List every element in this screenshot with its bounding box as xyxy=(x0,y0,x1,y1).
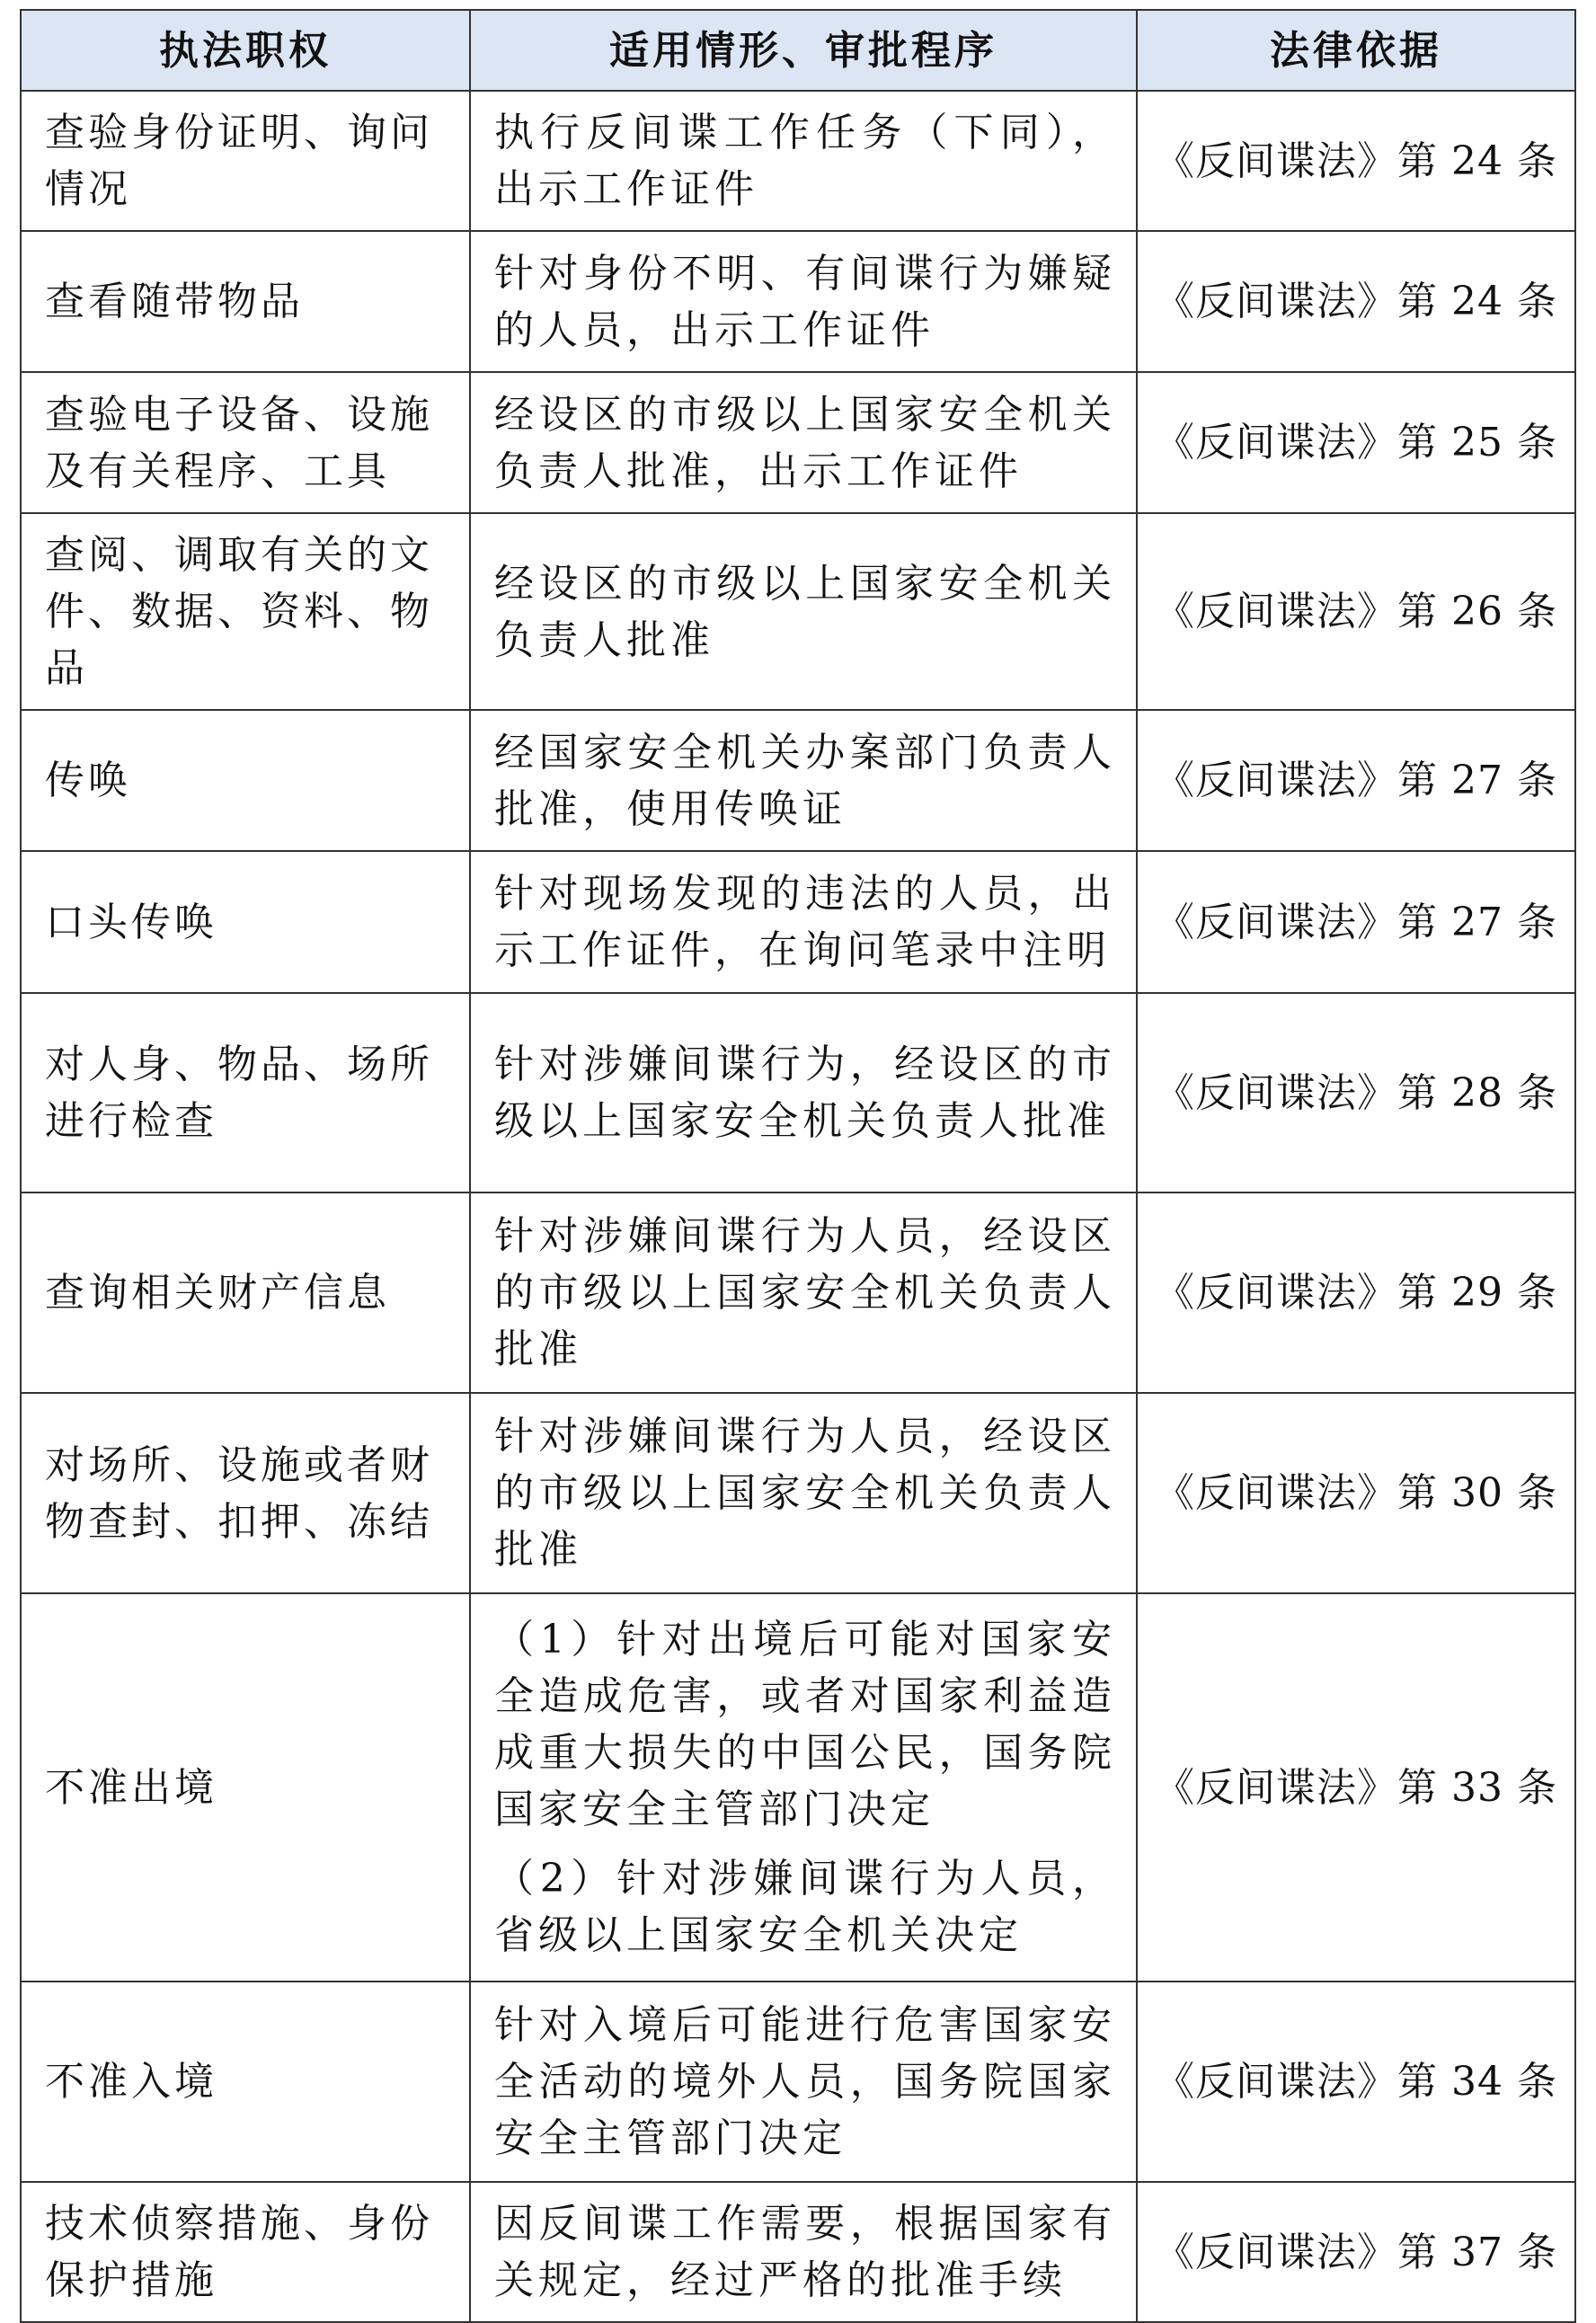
procedure-cell xyxy=(470,231,1137,372)
table-row xyxy=(21,1593,1575,1982)
basis-cell: 《反间谍法》第 25 条 xyxy=(1137,372,1575,513)
basis-cell: 《反间谍法》第 24 条 xyxy=(1137,91,1575,231)
basis-cell: 《反间谍法》第 33 条 xyxy=(1137,1593,1575,1982)
table-row xyxy=(21,231,1575,372)
power-cell: 查询相关财产信息 xyxy=(21,1193,470,1393)
table-row xyxy=(21,513,1575,710)
table-row xyxy=(21,1193,1575,1393)
table-row xyxy=(21,372,1575,513)
power-cell: 查验身份证明、询问情况 xyxy=(21,91,470,231)
power-cell: 对场所、设施或者财物查封、扣押、冻结 xyxy=(21,1393,470,1593)
header-power: 执法职权 xyxy=(21,10,470,91)
basis-cell: 《反间谍法》第 27 条 xyxy=(1137,851,1575,993)
procedure-text: 针对涉嫌间谍行为，经设区的市级以上国家安全机关负责人批准 xyxy=(494,1042,1116,1144)
power-cell: 查看随带物品 xyxy=(21,231,470,372)
basis-cell: 《反间谍法》第 26 条 xyxy=(1137,513,1575,710)
procedure-cell xyxy=(470,1193,1137,1393)
basis-cell: 《反间谍法》第 28 条 xyxy=(1137,993,1575,1193)
procedure-cell xyxy=(470,2182,1137,2322)
power-cell: 不准入境 xyxy=(21,1982,470,2182)
procedure-cell xyxy=(470,1393,1137,1593)
power-cell: 不准出境 xyxy=(21,1593,470,1982)
procedure-text: 针对涉嫌间谍行为人员，经设区的市级以上国家安全机关负责人批准 xyxy=(494,1213,1116,1372)
procedure-text: 针对涉嫌间谍行为人员，经设区的市级以上国家安全机关负责人批准 xyxy=(494,1414,1116,1573)
table-header-row xyxy=(21,10,1575,91)
table-row xyxy=(21,91,1575,231)
procedure-text: 执行反间谍工作任务（下同），出示工作证件 xyxy=(494,110,1116,212)
power-cell: 传唤 xyxy=(21,710,470,851)
basis-cell: 《反间谍法》第 30 条 xyxy=(1137,1393,1575,1593)
procedure-cell xyxy=(470,513,1137,710)
header-procedure: 适用情形、审批程序 xyxy=(470,10,1137,91)
procedure-text: 针对身份不明、有间谍行为嫌疑的人员，出示工作证件 xyxy=(494,250,1116,353)
procedure-cell xyxy=(470,1982,1137,2182)
procedure-text: 经设区的市级以上国家安全机关负责人批准，出示工作证件 xyxy=(494,391,1116,494)
basis-cell: 《反间谍法》第 34 条 xyxy=(1137,1982,1575,2182)
table-row xyxy=(21,851,1575,993)
procedure-cell xyxy=(470,372,1137,513)
law-enforcement-table-sheet xyxy=(20,9,1574,2323)
procedure-text: 经设区的市级以上国家安全机关负责人批准 xyxy=(494,560,1116,663)
procedure-text: （1）针对出境后可能对国家安全造成危害，或者对国家利益造成重大损失的中国公民，国务院国家安全主管部门决定 xyxy=(494,1617,1116,1832)
procedure-cell xyxy=(470,91,1137,231)
table-row xyxy=(21,1982,1575,2182)
procedure-text: 因反间谍工作需要，根据国家有关规定，经过严格的批准手续 xyxy=(494,2201,1116,2303)
power-cell: 查验电子设备、设施及有关程序、工具 xyxy=(21,372,470,513)
basis-cell: 《反间谍法》第 37 条 xyxy=(1137,2182,1575,2322)
basis-cell: 《反间谍法》第 29 条 xyxy=(1137,1193,1575,1393)
procedure-cell xyxy=(470,993,1137,1193)
procedure-cell xyxy=(470,1593,1137,1982)
procedure-text: （2）针对涉嫌间谍行为人员，省级以上国家安全机关决定 xyxy=(494,1856,1116,1958)
basis-cell: 《反间谍法》第 24 条 xyxy=(1137,231,1575,372)
procedure-text: 针对入境后可能进行危害国家安全活动的境外人员，国务院国家安全主管部门决定 xyxy=(494,2002,1116,2161)
procedure-text: 经国家安全机关办案部门负责人批准，使用传唤证 xyxy=(494,729,1116,832)
procedure-cell xyxy=(470,710,1137,851)
table-row xyxy=(21,710,1575,851)
procedure-text: 针对现场发现的违法的人员，出示工作证件，在询问笔录中注明 xyxy=(494,871,1116,973)
power-cell: 技术侦察措施、身份保护措施 xyxy=(21,2182,470,2322)
power-cell: 对人身、物品、场所进行检查 xyxy=(21,993,470,1193)
law-enforcement-table xyxy=(20,9,1576,2323)
table-row xyxy=(21,2182,1575,2322)
table-row xyxy=(21,993,1575,1193)
power-cell: 查阅、调取有关的文件、数据、资料、物品 xyxy=(21,513,470,710)
basis-cell: 《反间谍法》第 27 条 xyxy=(1137,710,1575,851)
table-row xyxy=(21,1393,1575,1593)
procedure-cell xyxy=(470,851,1137,993)
power-cell: 口头传唤 xyxy=(21,851,470,993)
header-basis: 法律依据 xyxy=(1137,10,1575,91)
